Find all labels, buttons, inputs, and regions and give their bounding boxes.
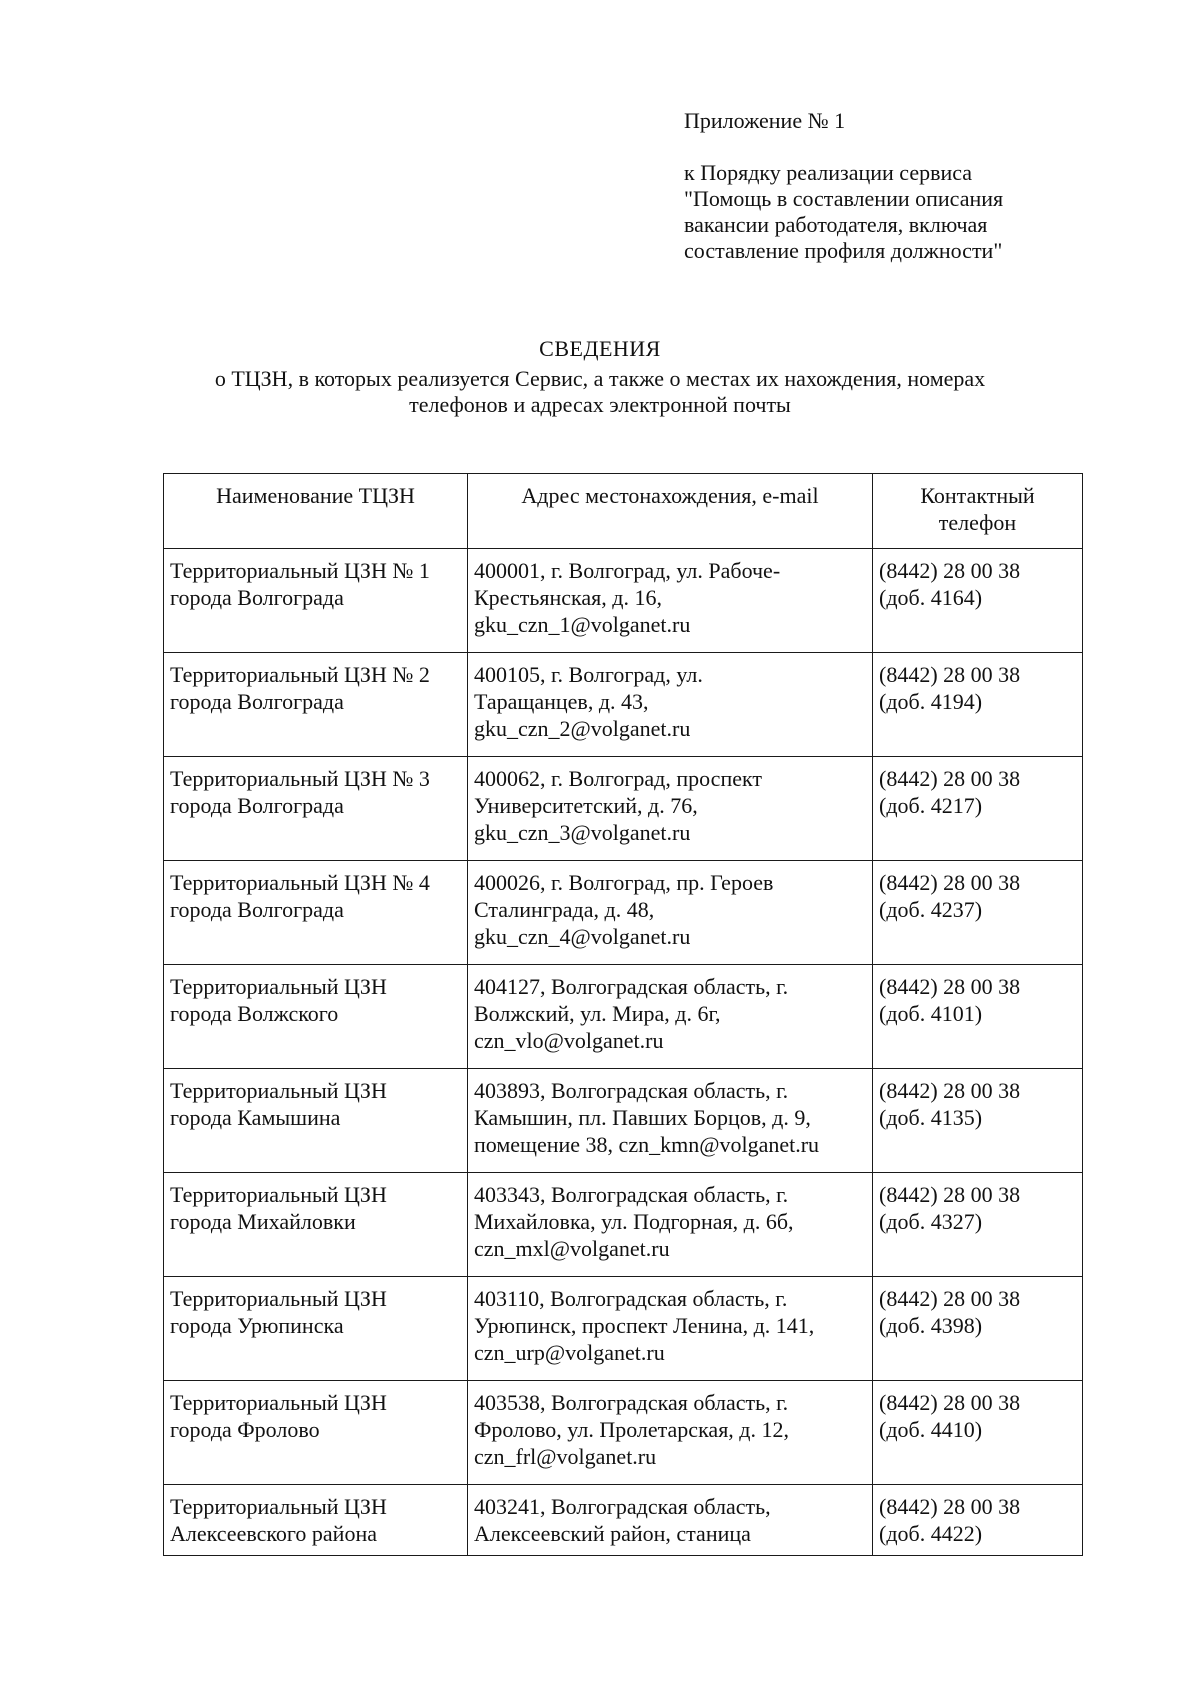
cell-name-line: города Волгограда [170,897,344,922]
cell-address [468,861,873,965]
cell-address-line: Урюпинск, проспект Ленина, д. 141, [474,1313,815,1338]
cell-name [164,1381,468,1485]
cell-phone [873,549,1083,653]
cell-address-line: czn_urp@volganet.ru [474,1340,665,1365]
header-phone-line: телефон [938,510,1017,535]
appendix-line: к Порядку реализации сервиса [684,160,973,185]
cell-phone-line: (8442) 28 00 38 [879,974,1021,999]
cell-phone-line: (доб. 4422) [879,1521,983,1546]
cell-phone-line: (доб. 4410) [879,1417,983,1442]
cell-name-line: Территориальный ЦЗН [170,1494,387,1519]
appendix-reference [684,160,1104,264]
cell-address-line: Михайловка, ул. Подгорная, д. 6б, [474,1209,794,1234]
cell-name-line: Территориальный ЦЗН № 3 [170,766,430,791]
cell-phone [873,1485,1083,1556]
cell-address [468,1173,873,1277]
table-row [164,1381,1083,1485]
subtitle-line: телефонов и адресах электронной почты [409,392,791,417]
cell-phone-line: (8442) 28 00 38 [879,558,1021,583]
table-row [164,861,1083,965]
table-row [164,1277,1083,1381]
table-row [164,1069,1083,1173]
cell-name-line: Территориальный ЦЗН [170,974,387,999]
cell-address-line: Фролово, ул. Пролетарская, д. 12, [474,1417,790,1442]
cell-name [164,549,468,653]
cell-address-line: 403241, Волгоградская область, [474,1494,771,1519]
document-title: СВЕДЕНИЯ [539,336,661,361]
cell-name [164,1069,468,1173]
cell-phone-line: (8442) 28 00 38 [879,1182,1021,1207]
table-row [164,1485,1083,1556]
appendix-line: вакансии работодателя, включая [684,212,988,237]
cell-address [468,1485,873,1556]
cell-name-line: Территориальный ЦЗН № 2 [170,662,430,687]
cell-address-line: Таращанцев, д. 43, [474,689,649,714]
appendix-number: Приложение № 1 [684,108,846,133]
table-body [164,549,1083,1556]
cell-address-line: 403538, Волгоградская область, г. [474,1390,789,1415]
cell-phone-line: (доб. 4135) [879,1105,983,1130]
cell-address-line: 403343, Волгоградская область, г. [474,1182,789,1207]
cell-address-line: czn_vlo@volganet.ru [474,1028,664,1053]
cell-phone-line: (доб. 4101) [879,1001,983,1026]
cell-address-line: gku_czn_2@volganet.ru [474,716,691,741]
cell-name [164,1173,468,1277]
cell-address-line: 400001, г. Волгоград, ул. Рабоче- [474,558,781,583]
cell-address-line: gku_czn_1@volganet.ru [474,612,691,637]
cell-address-line: Крестьянская, д. 16, [474,585,662,610]
table-row [164,965,1083,1069]
cell-name-line: Территориальный ЦЗН [170,1390,387,1415]
cell-name-line: города Волгограда [170,689,344,714]
cell-name-line: Территориальный ЦЗН № 1 [170,558,430,583]
header-phone-line: Контактный [920,483,1035,508]
cell-phone-line: (8442) 28 00 38 [879,766,1021,791]
cell-phone-line: (доб. 4194) [879,689,983,714]
cell-address-line: gku_czn_3@volganet.ru [474,820,691,845]
cell-name-line: Территориальный ЦЗН № 4 [170,870,430,895]
cell-address [468,965,873,1069]
cell-phone-line: (доб. 4164) [879,585,983,610]
cell-address-line: 400026, г. Волгоград, пр. Героев [474,870,774,895]
cell-name [164,1485,468,1556]
cell-name-line: города Фролово [170,1417,320,1442]
cell-name-line: города Волгограда [170,793,344,818]
cell-name [164,653,468,757]
cell-name-line: Территориальный ЦЗН [170,1286,387,1311]
table-row [164,757,1083,861]
cell-name-line: Территориальный ЦЗН [170,1078,387,1103]
cell-phone-line: (8442) 28 00 38 [879,1494,1021,1519]
cell-name [164,1277,468,1381]
table-row [164,549,1083,653]
cell-phone [873,1173,1083,1277]
subtitle-line: о ТЦЗН, в которых реализуется Сервис, а также о местах их нахождения, номерах [214,366,986,391]
cell-name [164,757,468,861]
document-subtitle [150,366,1050,418]
cell-phone-line: (доб. 4217) [879,793,983,818]
cell-address-line: помещение 38, czn_kmn@volganet.ru [474,1132,820,1157]
cell-phone-line: (доб. 4237) [879,897,983,922]
cell-phone-line: (8442) 28 00 38 [879,870,1021,895]
header-name: Наименование ТЦЗН [164,474,468,549]
cell-address [468,1277,873,1381]
cell-address [468,549,873,653]
appendix-line: "Помощь в составлении описания [684,186,1004,211]
table-row [164,1173,1083,1277]
cell-name [164,861,468,965]
cell-address-line: gku_czn_4@volganet.ru [474,924,691,949]
cell-phone [873,965,1083,1069]
cell-address-line: 400105, г. Волгоград, ул. [474,662,703,687]
cell-phone-line: (8442) 28 00 38 [879,1390,1021,1415]
cell-name-line: города Волжского [170,1001,339,1026]
cell-address [468,1069,873,1173]
cell-address-line: Камышин, пл. Павших Борцов, д. 9, [474,1105,811,1130]
title-block [150,336,1050,418]
cell-address-line: czn_frl@volganet.ru [474,1444,657,1469]
appendix-block [684,108,1104,264]
cell-name-line: Алексеевского района [170,1521,377,1546]
cell-address-line: Университетский, д. 76, [474,793,698,818]
cell-name-line: города Урюпинска [170,1313,344,1338]
appendix-line: составление профиля должности" [684,238,1003,263]
cell-name [164,965,468,1069]
cell-phone [873,1381,1083,1485]
cell-address [468,653,873,757]
header-address: Адрес местонахождения, e-mail [468,474,873,549]
cell-phone-line: (8442) 28 00 38 [879,1286,1021,1311]
cell-name-line: города Камышина [170,1105,341,1130]
cell-address [468,757,873,861]
cell-phone-line: (доб. 4327) [879,1209,983,1234]
cell-phone-line: (доб. 4398) [879,1313,983,1338]
cell-phone-line: (8442) 28 00 38 [879,662,1021,687]
cell-phone [873,1277,1083,1381]
cell-name-line: Территориальный ЦЗН [170,1182,387,1207]
cell-name-line: города Волгограда [170,585,344,610]
header-phone [873,474,1083,549]
cell-phone [873,757,1083,861]
cell-phone [873,861,1083,965]
cell-phone-line: (8442) 28 00 38 [879,1078,1021,1103]
cell-address-line: Волжский, ул. Мира, д. 6г, [474,1001,721,1026]
tczn-table [163,473,1083,1556]
cell-name-line: города Михайловки [170,1209,356,1234]
cell-address-line: czn_mxl@volganet.ru [474,1236,670,1261]
table-row [164,653,1083,757]
cell-address-line: 404127, Волгоградская область, г. [474,974,789,999]
cell-address-line: Сталинграда, д. 48, [474,897,655,922]
cell-address-line: 400062, г. Волгоград, проспект [474,766,762,791]
cell-address [468,1381,873,1485]
cell-address-line: 403110, Волгоградская область, г. [474,1286,788,1311]
cell-address-line: 403893, Волгоградская область, г. [474,1078,789,1103]
cell-phone [873,653,1083,757]
cell-address-line: Алексеевский район, станица [474,1521,751,1546]
table-header-row [164,474,1083,549]
cell-phone [873,1069,1083,1173]
